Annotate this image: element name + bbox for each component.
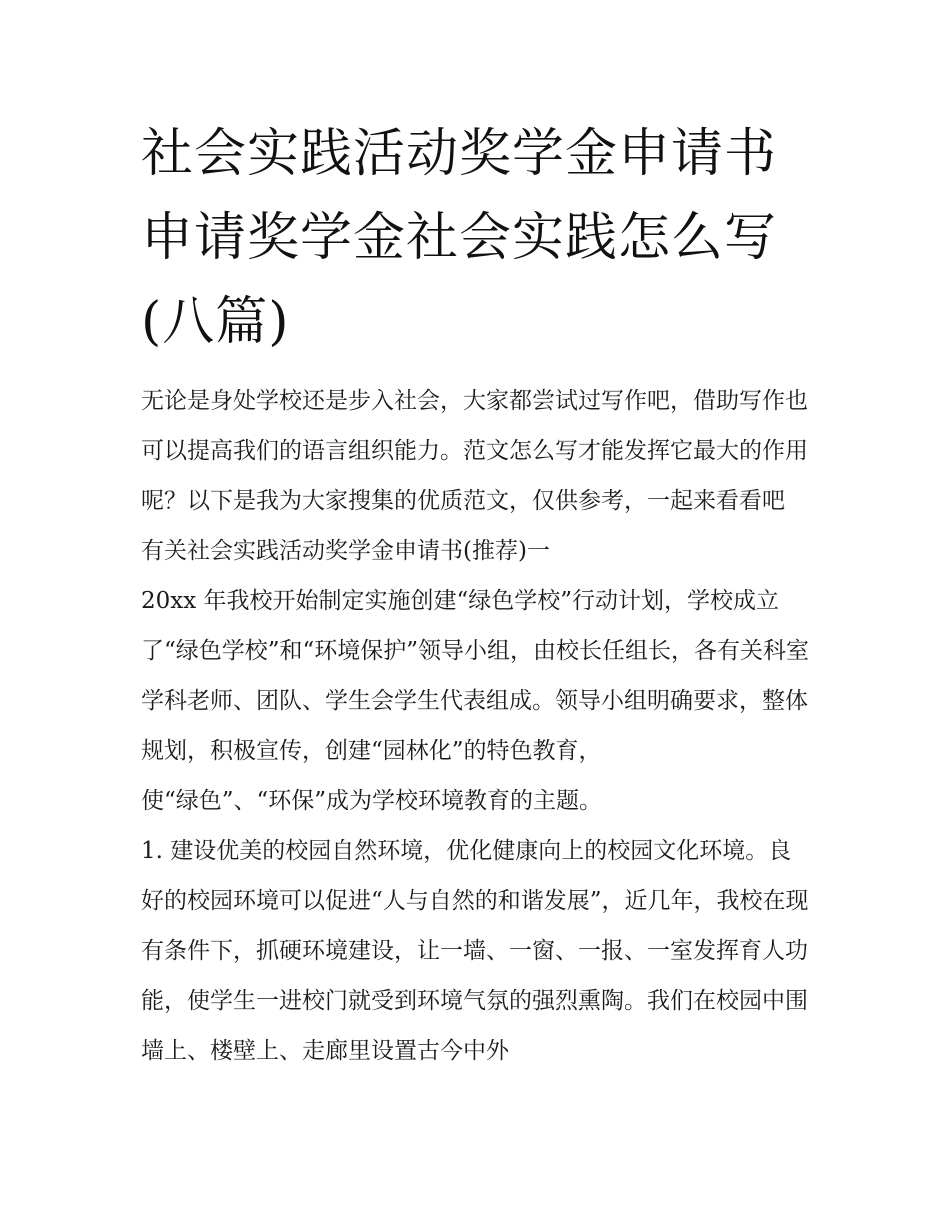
body-paragraph-plan: 20xx 年我校开始制定实施创建“绿色学校”行动计划，学校成立了“绿色学校”和“环境保护”领导小组，由校长任组长，各有关科室学科老师、团队、学生会学生代表组成。领导小组明确要求，整体规划，积极宣传，创建“园林化”的特色教育， [141,588,810,764]
document-title: 社会实践活动奖学金申请书 申请奖学金社会实践怎么写(八篇) [141,124,778,352]
document-body [141,112,813,1076]
intro-paragraph: 无论是身处学校还是步入社会，大家都尝试过写作吧，借助写作也可以提高我们的语言组织能力。范文怎么写才能发挥它最大的作用呢？以下是我为大家搜集的优质范文，仅供参考，一起来看看吧 [141,388,808,514]
section-heading: 有关社会实践活动奖学金申请书(推荐)一 [141,538,550,564]
body-paragraph-theme: 使“绿色”、“环保”成为学校环境教育的主题。 [141,788,603,814]
body-paragraph-environment: 1. 建设优美的校园自然环境，优化健康向上的校园文化环境。良好的校园环境可以促进“人与自然的和谐发展”，近几年，我校在现有条件下，抓硬环境建设，让一墙、一窗、一报、一室发挥育人功能，使学生一进校门就受到环境气氛的强烈熏陶。我们在校园中围墙上、楼壁上、走廊里设置古今中外 [141,838,809,1064]
